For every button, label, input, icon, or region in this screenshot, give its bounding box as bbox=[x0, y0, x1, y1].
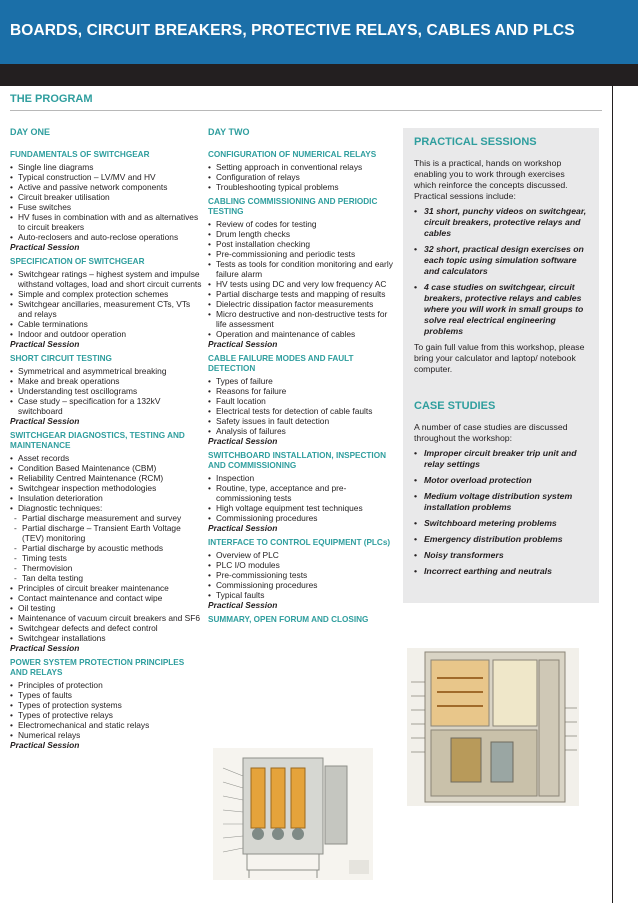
list-item: • Operation and maintenance of cables bbox=[208, 329, 400, 339]
practical-sessions-panel bbox=[403, 128, 599, 603]
list-item: • Diagnostic techniques: bbox=[10, 503, 202, 513]
list-item: • Switchgear ancillaries, measurement CTs, VTs and relays bbox=[10, 299, 202, 319]
header-divider-strip bbox=[0, 64, 638, 86]
section-heading: SWITCHGEAR DIAGNOSTICS, TESTING AND MAINTENANCE bbox=[10, 431, 185, 450]
list-item: • 4 case studies on switchgear, circuit breakers, protective relays and cables where you will work in small groups to solve real electrical engineering problems bbox=[414, 282, 588, 337]
list-item: • Medium voltage distribution system installation problems bbox=[414, 491, 588, 513]
list-item: • Analysis of failures bbox=[208, 426, 400, 436]
section-list bbox=[10, 453, 202, 513]
list-item: • Incorrect earthing and neutrals bbox=[414, 566, 588, 577]
sub-list-item: - Thermovision bbox=[10, 563, 202, 573]
list-item: • Types of failure bbox=[208, 376, 400, 386]
list-item: • Types of faults bbox=[10, 690, 202, 700]
list-item: • Reasons for failure bbox=[208, 386, 400, 396]
list-item: • Pre-commissioning tests bbox=[208, 570, 400, 580]
list-item: • Switchgear inspection methodologies bbox=[10, 483, 202, 493]
list-item: • Circuit breaker utilisation bbox=[10, 192, 202, 202]
list-item: • Condition Based Maintenance (CBM) bbox=[10, 463, 202, 473]
list-item: • Overview of PLC bbox=[208, 550, 400, 560]
section-list bbox=[10, 680, 202, 740]
list-item: • Auto-reclosers and auto-reclose operations bbox=[10, 232, 202, 242]
list-item: • HV fuses in combination with and as alternatives to circuit breakers bbox=[10, 212, 202, 232]
practical-session-label: Practical Session bbox=[208, 339, 278, 349]
list-item: • Principles of circuit breaker maintenance bbox=[10, 583, 202, 593]
list-item: • 31 short, punchy videos on switchgear, circuit breakers, protective relays and cables bbox=[414, 206, 588, 239]
section-heading: SUMMARY, OPEN FORUM AND CLOSING bbox=[208, 615, 369, 624]
list-item: • Asset records bbox=[10, 453, 202, 463]
sub-list-item: - Partial discharge by acoustic methods bbox=[10, 543, 202, 553]
list-item: • Emergency distribution problems bbox=[414, 534, 588, 545]
list-item: • Electromechanical and static relays bbox=[10, 720, 202, 730]
list-item: • Improper circuit breaker trip unit and relay settings bbox=[414, 448, 588, 470]
day-two-sections bbox=[208, 150, 400, 625]
section-list bbox=[10, 366, 202, 416]
section-list bbox=[208, 376, 400, 436]
practical-session-label: Practical Session bbox=[10, 242, 80, 252]
list-item: • HV tests using DC and very low frequency AC bbox=[208, 279, 400, 289]
section-heading: FUNDAMENTALS OF SWITCHGEAR bbox=[10, 150, 150, 159]
list-item: • Review of codes for testing bbox=[208, 219, 400, 229]
list-item: • Understanding test oscillograms bbox=[10, 386, 202, 396]
practical-session-label: Practical Session bbox=[10, 740, 80, 750]
section-sublist bbox=[10, 513, 202, 583]
day-one-title: DAY ONE bbox=[10, 127, 51, 137]
list-item: • Oil testing bbox=[10, 603, 202, 613]
page-title: BOARDS, CIRCUIT BREAKERS, PROTECTIVE RELAYS, CABLES AND PLCS bbox=[10, 22, 575, 39]
section-list bbox=[10, 269, 202, 339]
section-heading: SPECIFICATION OF SWITCHGEAR bbox=[10, 257, 145, 266]
day-one-sections bbox=[10, 150, 202, 750]
circuit-breaker-cutaway-image bbox=[213, 748, 373, 880]
list-item: • Switchboard metering problems bbox=[414, 518, 588, 529]
section-heading: SHORT CIRCUIT TESTING bbox=[10, 354, 112, 363]
sub-list-item: - Partial discharge – Transient Earth Voltage (TEV) monitoring bbox=[10, 523, 202, 543]
practical-sessions-list bbox=[414, 206, 588, 337]
case-studies-title: CASE STUDIES bbox=[414, 400, 496, 412]
practical-sessions-outro: To gain full value from this workshop, please bring your calculator and laptop/ notebook computer. bbox=[414, 342, 585, 374]
list-item: • 32 short, practical design exercises on each topic using simulation software and calculators bbox=[414, 244, 588, 277]
switchgear-panel-diagram-image bbox=[407, 648, 579, 806]
list-item: • Configuration of relays bbox=[208, 172, 400, 182]
list-item: • Indoor and outdoor operation bbox=[10, 329, 202, 339]
list-item: • Numerical relays bbox=[10, 730, 202, 740]
right-margin-rule bbox=[612, 86, 613, 903]
section-heading: CABLE FAILURE MODES AND FAULT DETECTION bbox=[208, 354, 354, 373]
list-item: • Motor overload protection bbox=[414, 475, 588, 486]
list-item: • Contact maintenance and contact wipe bbox=[10, 593, 202, 603]
section-list bbox=[208, 473, 400, 523]
practical-session-label: Practical Session bbox=[208, 600, 278, 610]
list-item: • Safety issues in fault detection bbox=[208, 416, 400, 426]
list-item: • Reliability Centred Maintenance (RCM) bbox=[10, 473, 202, 483]
sub-list-item: - Partial discharge measurement and survey bbox=[10, 513, 202, 523]
list-item: • Switchgear installations bbox=[10, 633, 202, 643]
list-item: • Dielectric dissipation factor measurements bbox=[208, 299, 400, 309]
list-item: • Simple and complex protection schemes bbox=[10, 289, 202, 299]
section-heading: SWITCHBOARD INSTALLATION, INSPECTION AND COMMISSIONING bbox=[208, 451, 386, 470]
list-item: • Typical construction – LV/MV and HV bbox=[10, 172, 202, 182]
practical-session-label: Practical Session bbox=[208, 436, 278, 446]
list-item: • Switchgear ratings – highest system and impulse withstand voltages, load and short circuit currents bbox=[10, 269, 202, 289]
list-item: • Insulation deterioration bbox=[10, 493, 202, 503]
list-item: • Setting approach in conventional relays bbox=[208, 162, 400, 172]
list-item: • Electrical tests for detection of cable faults bbox=[208, 406, 400, 416]
list-item: • Single line diagrams bbox=[10, 162, 202, 172]
header-banner bbox=[0, 0, 638, 64]
list-item: • Typical faults bbox=[208, 590, 400, 600]
panel-spacer bbox=[414, 379, 588, 401]
list-item: • Commissioning procedures bbox=[208, 513, 400, 523]
section-heading: INTERFACE TO CONTROL EQUIPMENT (PLCs) bbox=[208, 538, 391, 547]
list-item: • Noisy transformers bbox=[414, 550, 588, 561]
list-item: • High voltage equipment test techniques bbox=[208, 503, 400, 513]
list-item: • Commissioning procedures bbox=[208, 580, 400, 590]
case-studies-intro: A number of case studies are discussed throughout the workshop: bbox=[414, 422, 568, 443]
day-two-column bbox=[208, 127, 400, 627]
list-item: • Case study – specification for a 132kV switchboard bbox=[10, 396, 202, 416]
section-list bbox=[10, 162, 202, 242]
list-item: • Active and passive network components bbox=[10, 182, 202, 192]
list-item: • Fuse switches bbox=[10, 202, 202, 212]
case-studies-list bbox=[414, 448, 588, 577]
sub-list-item: - Tan delta testing bbox=[10, 573, 202, 583]
list-item: • Troubleshooting typical problems bbox=[208, 182, 400, 192]
section-list bbox=[208, 550, 400, 600]
list-item: • Partial discharge tests and mapping of results bbox=[208, 289, 400, 299]
day-one-column bbox=[10, 127, 202, 750]
list-item: • Cable terminations bbox=[10, 319, 202, 329]
section-list bbox=[208, 219, 400, 339]
list-item: • Fault location bbox=[208, 396, 400, 406]
list-item: • Principles of protection bbox=[10, 680, 202, 690]
program-divider bbox=[10, 110, 602, 111]
section-heading: CONFIGURATION OF NUMERICAL RELAYS bbox=[208, 150, 377, 159]
list-item: • Switchgear defects and defect control bbox=[10, 623, 202, 633]
list-item: • PLC I/O modules bbox=[208, 560, 400, 570]
practical-sessions-title: PRACTICAL SESSIONS bbox=[414, 136, 537, 148]
list-item: • Types of protective relays bbox=[10, 710, 202, 720]
section-list bbox=[10, 583, 202, 643]
list-item: • Symmetrical and asymmetrical breaking bbox=[10, 366, 202, 376]
list-item: • Maintenance of vacuum circuit breakers and SF6 bbox=[10, 613, 202, 623]
program-heading: THE PROGRAM bbox=[10, 93, 93, 105]
section-list bbox=[208, 162, 400, 192]
list-item: • Types of protection systems bbox=[10, 700, 202, 710]
list-item: • Micro destructive and non-destructive tests for life assessment bbox=[208, 309, 400, 329]
practical-session-label: Practical Session bbox=[10, 643, 80, 653]
section-heading: CABLING COMMISSIONING AND PERIODIC TESTING bbox=[208, 197, 378, 216]
list-item: • Inspection bbox=[208, 473, 400, 483]
practical-session-label: Practical Session bbox=[208, 523, 278, 533]
section-heading: POWER SYSTEM PROTECTION PRINCIPLES AND RELAYS bbox=[10, 658, 185, 677]
sub-list-item: - Timing tests bbox=[10, 553, 202, 563]
practical-session-label: Practical Session bbox=[10, 416, 80, 426]
list-item: • Post installation checking bbox=[208, 239, 400, 249]
practical-sessions-intro: This is a practical, hands on workshop enabling you to work through exercises which reinforce the concepts discussed. Practical sessions include: bbox=[414, 158, 568, 201]
list-item: • Pre-commissioning and periodic tests bbox=[208, 249, 400, 259]
practical-session-label: Practical Session bbox=[10, 339, 80, 349]
day-two-title: DAY TWO bbox=[208, 127, 250, 137]
list-item: • Routine, type, acceptance and pre-commissioning tests bbox=[208, 483, 400, 503]
list-item: • Tests as tools for condition monitoring and early failure alarm bbox=[208, 259, 400, 279]
list-item: • Make and break operations bbox=[10, 376, 202, 386]
list-item: • Drum length checks bbox=[208, 229, 400, 239]
